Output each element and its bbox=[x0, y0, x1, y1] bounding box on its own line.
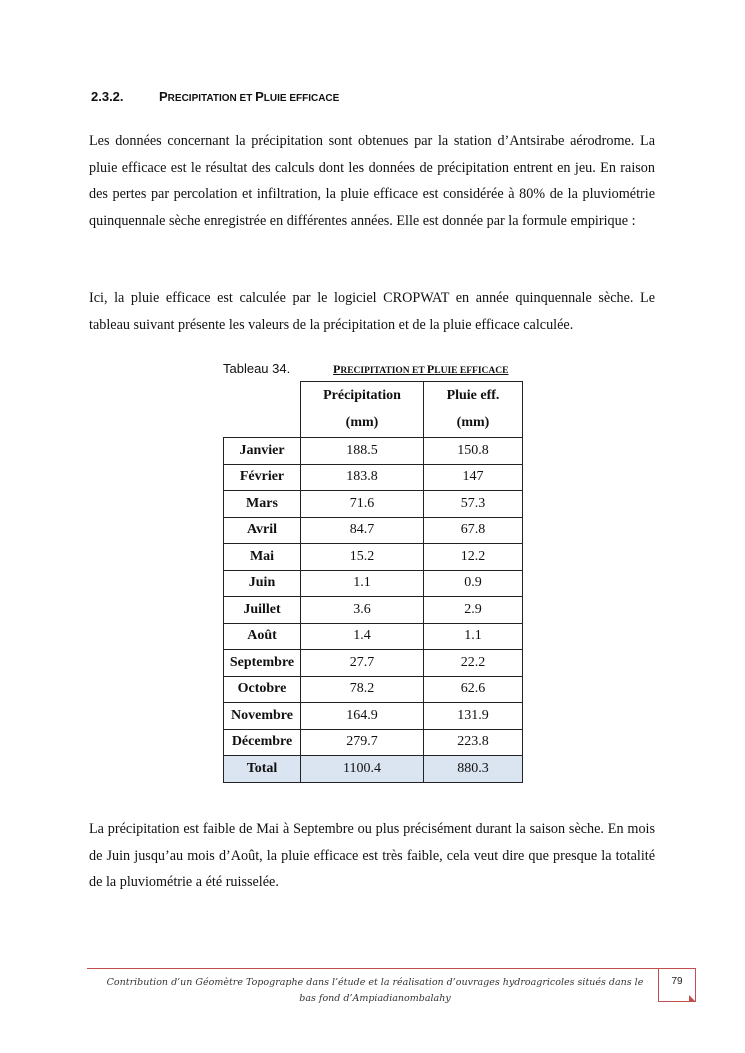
precip-cell: 71.6 bbox=[301, 491, 424, 518]
table-row bbox=[224, 464, 523, 491]
eff-cell: 67.8 bbox=[424, 517, 523, 544]
table-row bbox=[224, 438, 523, 465]
month-cell: Janvier bbox=[224, 438, 301, 465]
precipitation-table bbox=[223, 381, 523, 783]
precip-cell: 27.7 bbox=[301, 650, 424, 677]
table-row bbox=[224, 491, 523, 518]
eff-cell: 12.2 bbox=[424, 544, 523, 571]
table-caption-title: PRECIPITATION ET PLUIE EFFICACE bbox=[333, 362, 509, 376]
eff-cell: 150.8 bbox=[424, 438, 523, 465]
precip-cell: 1.1 bbox=[301, 570, 424, 597]
month-cell: Août bbox=[224, 623, 301, 650]
eff-cell: 2.9 bbox=[424, 597, 523, 624]
table-row bbox=[224, 703, 523, 730]
table-row bbox=[224, 729, 523, 756]
table-row bbox=[224, 623, 523, 650]
precip-cell: 183.8 bbox=[301, 464, 424, 491]
paragraph-cropwat: Ici, la pluie efficace est calculée par le logiciel CROPWAT en année quinquennale sèche. Le tableau suivant présente les valeurs de la précipitation et de la pluie efficace calculée. bbox=[89, 290, 655, 333]
table-caption bbox=[223, 361, 553, 377]
table-corner bbox=[224, 382, 301, 438]
month-cell: Juin bbox=[224, 570, 301, 597]
table-row bbox=[224, 650, 523, 677]
precip-cell: 164.9 bbox=[301, 703, 424, 730]
total-label-cell: Total bbox=[224, 756, 301, 783]
precip-cell: 15.2 bbox=[301, 544, 424, 571]
section-heading bbox=[91, 89, 339, 104]
month-cell: Décembre bbox=[224, 729, 301, 756]
month-cell: Mars bbox=[224, 491, 301, 518]
eff-cell: 147 bbox=[424, 464, 523, 491]
month-cell: Novembre bbox=[224, 703, 301, 730]
table-caption-label: Tableau 34. bbox=[223, 361, 291, 376]
precip-cell: 3.6 bbox=[301, 597, 424, 624]
page-number-box bbox=[658, 968, 696, 1002]
paragraph-conclusion: La précipitation est faible de Mai à Septembre ou plus précisément durant la saison sèche. En mois de Juin jusqu’au mois d’Août, la pluie efficace est très faible, cela veut dire que presque la totalité de la pluviométrie a été ruisselée. bbox=[89, 821, 655, 890]
eff-cell: 131.9 bbox=[424, 703, 523, 730]
footer-text: Contribution d’un Géomètre Topographe dans l’étude et la réalisation d’ouvrages hydroagricoles situés dans le bas fond d’Ampiadianombalahy bbox=[106, 977, 644, 1004]
section-title: PRECIPITATION ET PLUIE EFFICACE bbox=[159, 89, 340, 104]
table-row bbox=[224, 597, 523, 624]
table-row bbox=[224, 676, 523, 703]
table-row bbox=[224, 517, 523, 544]
page-fold-corner bbox=[689, 995, 696, 1002]
table-header-row bbox=[224, 382, 523, 438]
table-total-row bbox=[224, 756, 523, 783]
header-precipitation: Précipitation (mm) bbox=[301, 382, 424, 438]
month-cell: Février bbox=[224, 464, 301, 491]
paragraph-intro: Les données concernant la précipitation sont obtenues par la station d’Antsirabe aérodrome. La pluie efficace est le résultat des calculs dont les données de précipitation entrent en jeu. En raison des pertes par percolation et infiltration, la pluie efficace est considérée à 80% de la pluviométrie quinquennale sèche enregistrée en différentes années. Elle est donnée par la formule empirique : bbox=[89, 133, 655, 229]
month-cell: Octobre bbox=[224, 676, 301, 703]
eff-cell: 22.2 bbox=[424, 650, 523, 677]
precip-cell: 84.7 bbox=[301, 517, 424, 544]
month-cell: Juillet bbox=[224, 597, 301, 624]
table-row bbox=[224, 570, 523, 597]
precip-cell: 279.7 bbox=[301, 729, 424, 756]
precip-cell: 188.5 bbox=[301, 438, 424, 465]
eff-cell: 57.3 bbox=[424, 491, 523, 518]
month-cell: Septembre bbox=[224, 650, 301, 677]
eff-cell: 223.8 bbox=[424, 729, 523, 756]
eff-cell: 62.6 bbox=[424, 676, 523, 703]
total-eff-cell: 880.3 bbox=[424, 756, 523, 783]
total-precip-cell: 1100.4 bbox=[301, 756, 424, 783]
table-row bbox=[224, 544, 523, 571]
eff-cell: 0.9 bbox=[424, 570, 523, 597]
footer-divider bbox=[87, 968, 659, 969]
eff-cell: 1.1 bbox=[424, 623, 523, 650]
header-pluie-efficace: Pluie eff. (mm) bbox=[424, 382, 523, 438]
precip-cell: 1.4 bbox=[301, 623, 424, 650]
precip-cell: 78.2 bbox=[301, 676, 424, 703]
section-number: 2.3.2. bbox=[91, 89, 124, 104]
page-number: 79 bbox=[671, 976, 683, 987]
month-cell: Mai bbox=[224, 544, 301, 571]
month-cell: Avril bbox=[224, 517, 301, 544]
